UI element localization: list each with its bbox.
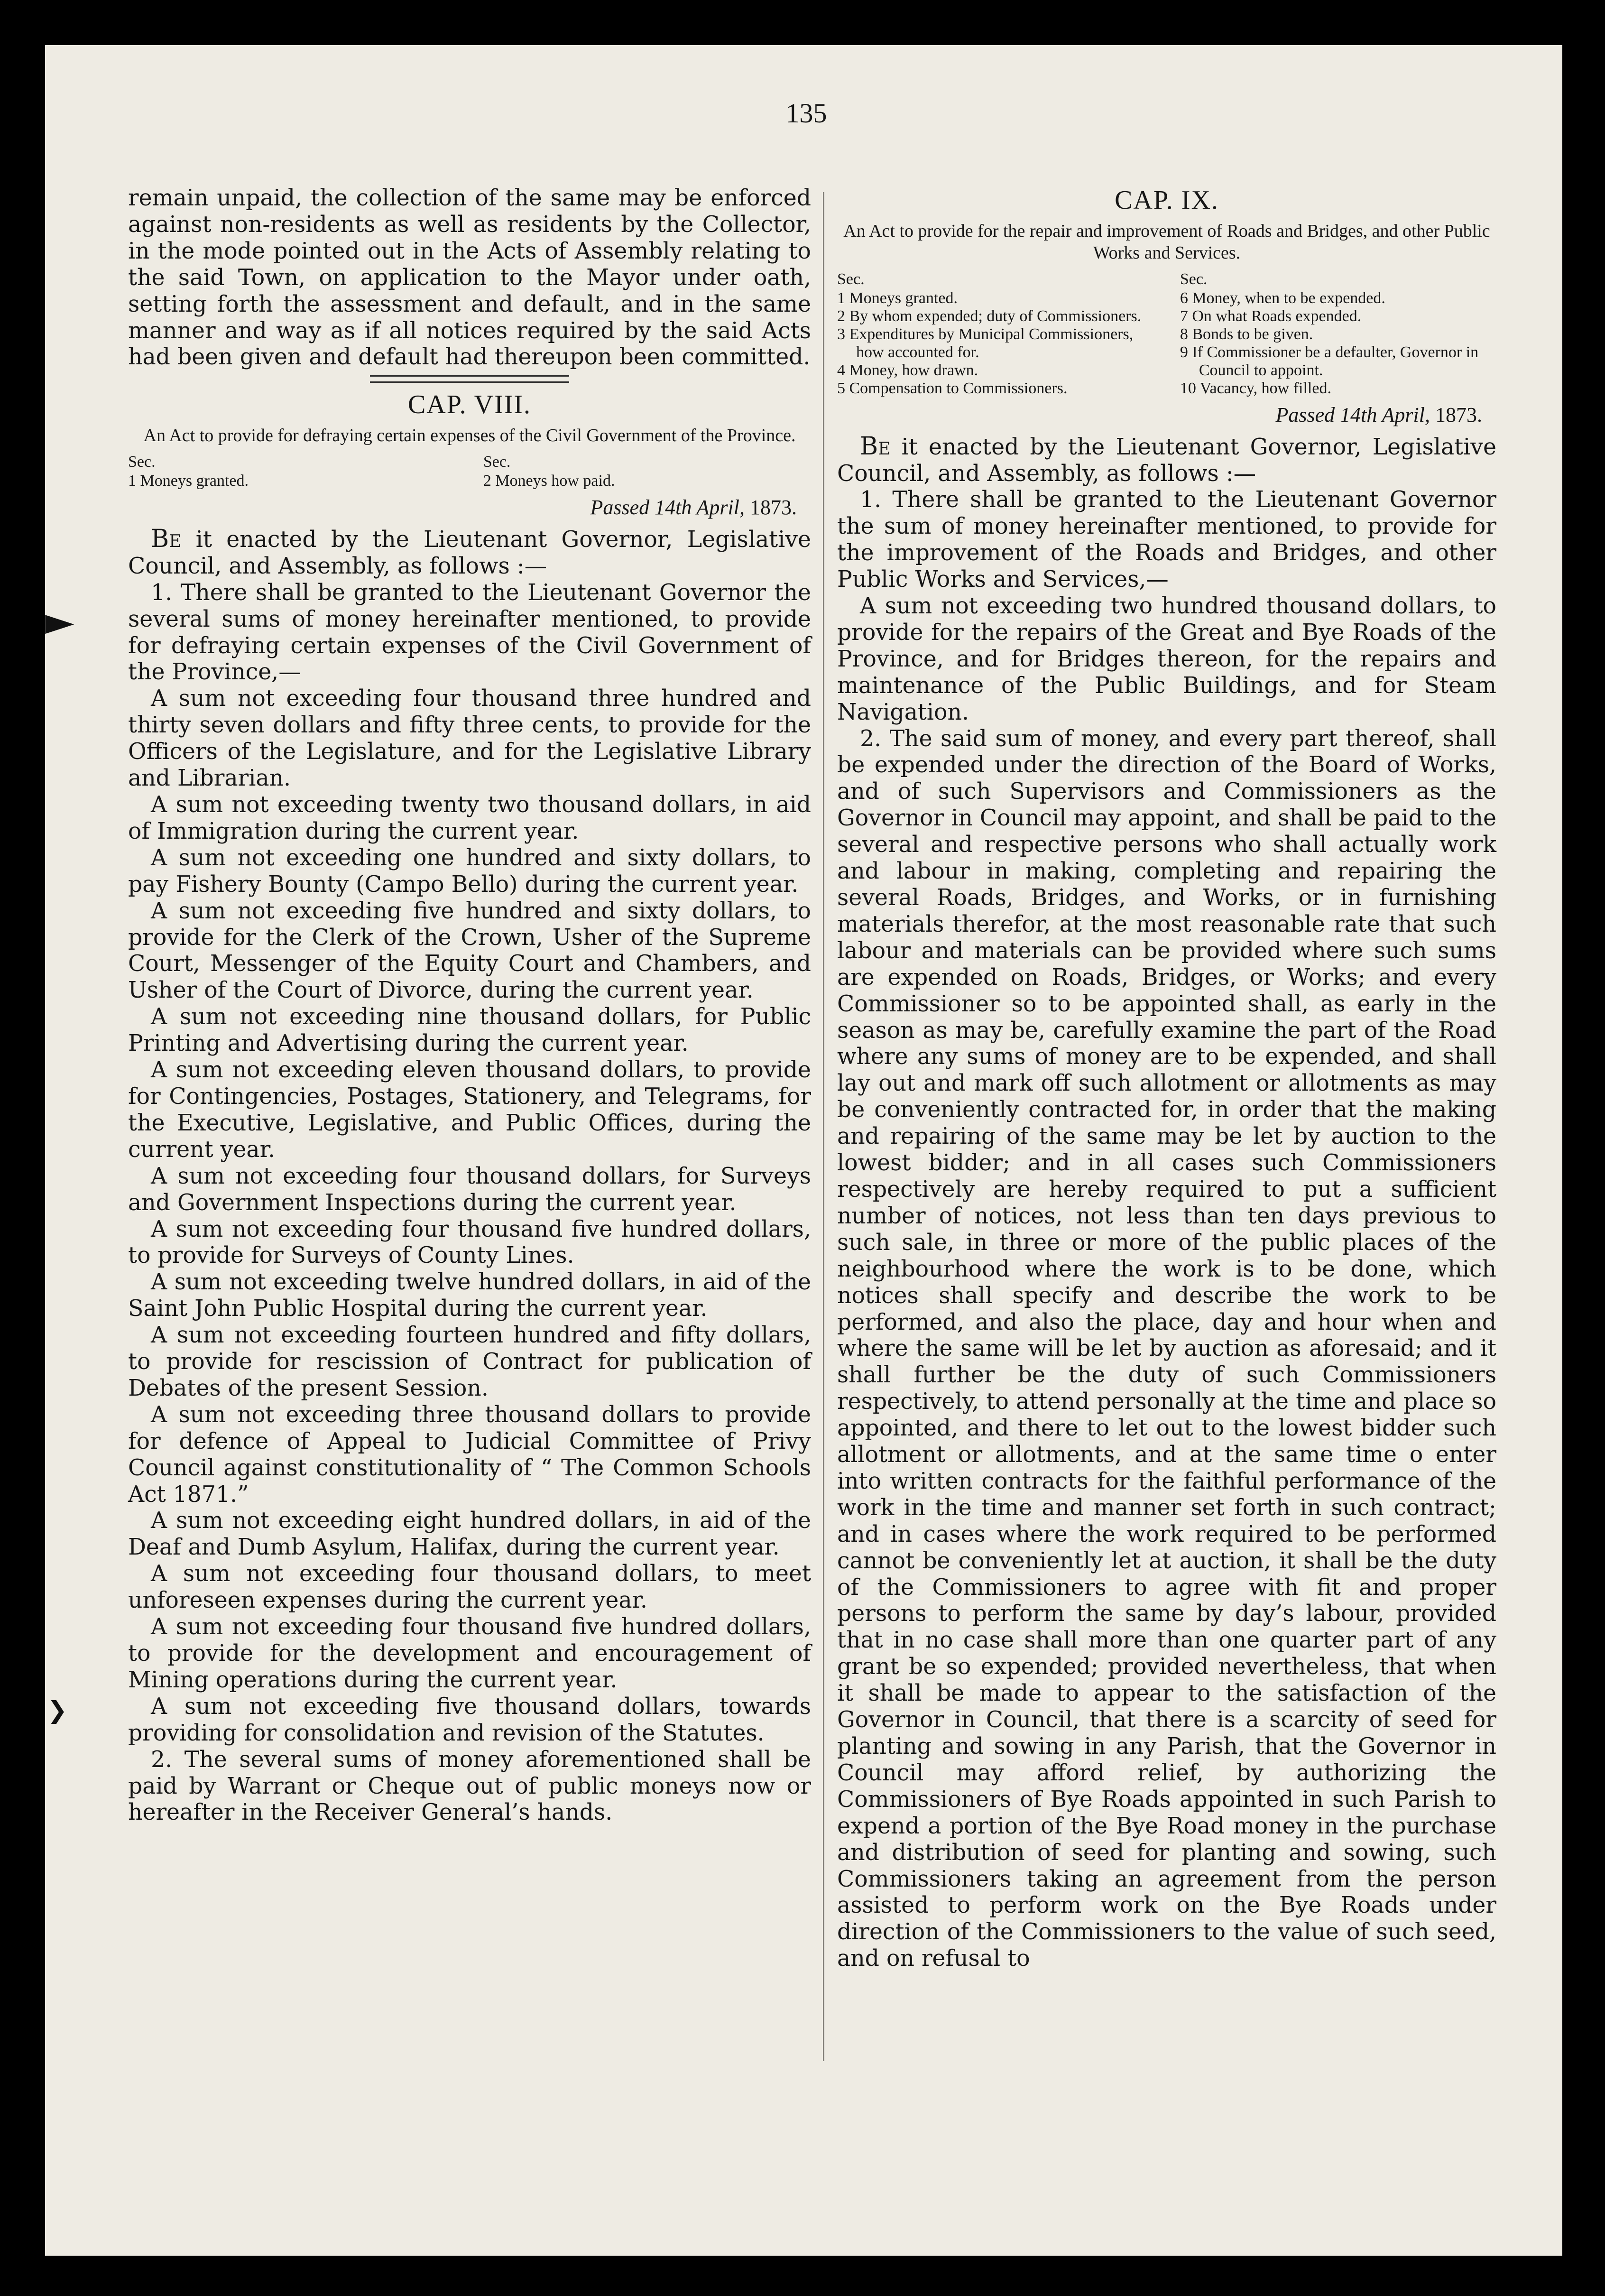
section-entry: 1 Moneys granted. — [837, 289, 958, 307]
sections-index-right — [1180, 270, 1496, 398]
enacting-clause — [837, 434, 1496, 487]
paragraph: A sum not exceeding five thousand dollars, towards providing for consolidation and revision of the Statutes. — [128, 1693, 811, 1746]
paragraph: 2. The several sums of money aforementioned shall be paid by Warrant or Cheque out of public moneys now or hereafter in the Receiver General’s hands. — [128, 1746, 811, 1826]
paragraph: A sum not exceeding four thousand dollars, to meet unforeseen expenses during the current year. — [128, 1561, 811, 1614]
paragraph: A sum not exceeding fourteen hundred and fifty dollars, to provide for rescission of Contract for publication of Debates of the present Session. — [128, 1322, 811, 1401]
right-column — [837, 185, 1496, 1972]
paragraph: 1. There shall be granted to the Lieutenant Governor the sum of money hereinafter mentioned, to provide for the improvement of the Roads and Bridges, and other Public Works and Services,— — [837, 487, 1496, 593]
section-entry: 7 On what Roads expended. — [1180, 307, 1362, 325]
enacting-text: it enacted by the Lieutenant Governor, Legislative Council, and Assembly, as follows :— — [128, 526, 811, 579]
sections-index — [837, 270, 1496, 398]
paragraph: A sum not exceeding nine thousand dollars, for Public Printing and Advertising during the current year. — [128, 1004, 811, 1057]
act-title: An Act to provide for the repair and improvement of Roads and Bridges, and other Public Works and Services. — [843, 221, 1490, 263]
enacting-text: it enacted by the Lieutenant Governor, Legislative Council, and Assembly, as follows :— — [837, 434, 1496, 487]
passed-label: Passed 14th April, — [590, 495, 745, 519]
sections-index-left — [128, 453, 456, 490]
sections-heading: Sec. — [837, 270, 865, 288]
paragraph: A sum not exceeding four thousand five hundred dollars, to provide for Surveys of County Lines. — [128, 1216, 811, 1269]
sections-index-left — [837, 270, 1153, 398]
section-entry: 6 Money, when to be expended. — [1180, 289, 1385, 307]
chapter-title: CAP. IX. — [1115, 185, 1219, 215]
passed-date — [128, 496, 797, 519]
paragraph: A sum not exceeding one hundred and sixty dollars, to pay Fishery Bounty (Campo Bello) during the current year. — [128, 844, 811, 898]
paragraph: A sum not exceeding four thousand three hundred and thirty seven dollars and fifty three cents, to provide for the Officers of the Legislature, and for the Legislative Library and Librarian. — [128, 685, 811, 792]
act-title: An Act to provide for defraying certain expenses of the Civil Government of the Province. — [143, 425, 796, 445]
paragraph: 1. There shall be granted to the Lieutenant Governor the several sums of money hereinafter mentioned, to provide for defraying certain expenses of the Civil Government of the Province,— — [128, 579, 811, 685]
paragraph: A sum not exceeding eight hundred dollars, in aid of the Deaf and Dumb Asylum, Halifax, during the current year. — [128, 1508, 811, 1561]
enacting-word: Be — [860, 432, 891, 461]
section-entry: 5 Compensation to Commissioners. — [837, 379, 1068, 397]
paragraph: A sum not exceeding twenty two thousand dollars, in aid of Immigration during the current year. — [128, 792, 811, 844]
enacting-clause — [128, 526, 811, 580]
section-entry: 2 By whom expended; duty of Commissioners. — [837, 307, 1142, 325]
margin-arrow-mark: ► — [45, 599, 74, 643]
paragraph: A sum not exceeding twelve hundred dollars, in aid of the Saint John Public Hospital during the current year. — [128, 1269, 811, 1322]
sections-heading: Sec. — [483, 453, 511, 471]
section-entry: 9 If Commissioner be a defaulter, Governor in Council to appoint. — [1180, 343, 1479, 379]
passed-date — [837, 403, 1482, 427]
chapter-title: CAP. VIII. — [407, 390, 532, 420]
paragraph: A sum not exceeding three thousand dollars to provide for defence of Appeal to Judicial Committee of Privy Council against constitutionality of “ The Common Schools Act 1871.” — [128, 1401, 811, 1508]
section-separator-rule — [370, 375, 569, 383]
sections-index-right — [483, 453, 811, 490]
section-entry: 4 Money, how drawn. — [837, 361, 978, 379]
passed-year: 1873. — [750, 495, 797, 519]
section-entry: 8 Bonds to be given. — [1180, 325, 1313, 343]
paragraph: 2. The said sum of money, and every part thereof, shall be expended under the direction of the Board of Works, and of such Supervisors and Commissioners as the Governor in Council may appoint, and shall be paid to the several and respective persons who shall actually work and labour in making, completing and repairing the several Roads, Bridges, and Works, or in furnishing materials therefor, at the most reasonable rate that such labour and materials can be provided where such sums are expended on Roads, Bridges, or Works; and every Commissioner so to be appointed shall, as early in the season as may be, carefully examine the part of the Road where any sums of money are to be expended, and shall lay out and mark off such allotment or allotments as may be conveniently contracted for, in order that the making and repairing of the same may be let by auction to the lowest bidder; and in all cases such Commissioners respectively are hereby required to put a sufficient number of notices, not less than ten days previous to such sale, in three or more of the public places of the neighbourhood where the work is to be done, which notices shall specify and describe the work to be performed, and also the place, day and hour when and where the same will be let by auction as aforesaid; and it shall further be the duty of such Commissioners respectively, to attend personally at the time and place so appointed, and there to let out to the lowest bidder such allotment or allotments, and at the same time o enter into written contracts for the faithful performance of the work in the time and manner set forth in such contract; and in cases where the work required to be performed cannot be conveniently let at auction, it shall be the duty of the Commissioners to agree with fit and proper persons to perform the same by day’s labour, provided that in no case shall more than one quarter part of any grant be so expended; provided nevertheless, that when it shall be made to appear to the satisfaction of the Governor in Council, that there is a scarcity of seed for planting and sowing in any Parish, that the Governor in Council may afford relief, by authorizing the Commissioners of Bye Roads appointed in such Parish to expend a portion of the Bye Road money in the purchase and distribution of seed for planting and sowing, such Commissioners taking an agreement from the person assisted to perform work on the Bye Roads under direction of the Commissioners to the value of such seed, and on refusal to — [837, 725, 1496, 1972]
passed-label: Passed 14th April, — [1275, 403, 1430, 426]
paragraph: A sum not exceeding eleven thousand dollars, to provide for Contingencies, Postages, Stationery, and Telegrams, for the Executive, Legislative, and Public Offices, during the current year. — [128, 1057, 811, 1163]
sections-heading: Sec. — [1180, 270, 1208, 288]
paragraph: A sum not exceeding two hundred thousand dollars, to provide for the repairs of the Great and Bye Roads of the Province, and for Bridges thereon, for the repairs and maintenance of the Public Buildings, and for Steam Navigation. — [837, 593, 1496, 725]
paragraph: A sum not exceeding four thousand five hundred dollars, to provide for the development and encouragement of Mining operations during the current year. — [128, 1614, 811, 1693]
enacting-word: Be — [151, 524, 182, 553]
section-entry: 2 Moneys how paid. — [483, 472, 615, 490]
section-entry: 1 Moneys granted. — [128, 472, 249, 490]
paragraph: A sum not exceeding four thousand dollars, for Surveys and Government Inspections during the current year. — [128, 1163, 811, 1216]
section-entry: 3 Expenditures by Municipal Commissioners, how accounted for. — [837, 325, 1134, 361]
passed-year: 1873. — [1435, 403, 1482, 426]
continuation-paragraph: remain unpaid, the collection of the same may be enforced against non-residents as well as residents by the Collector, in the mode pointed out in the Acts of Assembly relating to the said Town, on application to the Mayor under oath, setting forth the assessment and default, and in the same manner and way as if all notices required by the said Acts had been given and default had thereupon been committed. — [128, 185, 811, 370]
section-entry: 10 Vacancy, how filled. — [1180, 379, 1331, 397]
sections-index — [128, 453, 811, 490]
margin-tick-mark: ❯ — [47, 1696, 67, 1724]
sections-heading: Sec. — [128, 453, 156, 471]
page-number: 135 — [785, 98, 827, 129]
paragraph: A sum not exceeding five hundred and sixty dollars, to provide for the Clerk of the Crown, Usher of the Supreme Court, Messenger of the Equity Court and Chambers, and Usher of the Court of Divorce, during the current year. — [128, 898, 811, 1004]
column-divider — [823, 192, 824, 2061]
left-column — [128, 185, 811, 1826]
